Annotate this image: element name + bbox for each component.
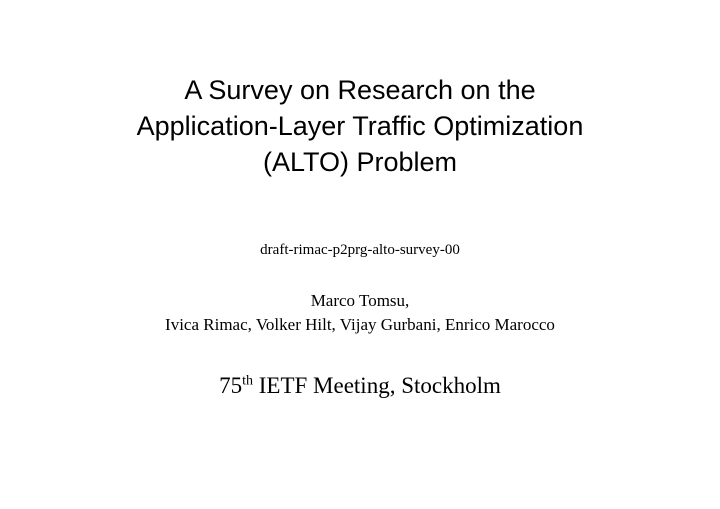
author-line-2: Ivica Rimac, Volker Hilt, Vijay Gurbani, Enrico Marocco xyxy=(165,315,555,334)
draft-name: draft-rimac-p2prg-alto-survey-00 xyxy=(260,242,460,258)
slide-title xyxy=(0,72,720,180)
meeting-number: 75 xyxy=(219,373,243,398)
meeting-info xyxy=(0,371,720,401)
meeting-ordinal-suffix: th xyxy=(242,373,253,389)
title-line-1: A Survey on Research on the xyxy=(184,75,536,105)
author-list xyxy=(0,289,720,337)
title-line-3: (ALTO) Problem xyxy=(262,147,458,177)
meeting-text: IETF Meeting, Stockholm xyxy=(253,373,501,398)
author-line-1: Marco Tomsu, xyxy=(310,291,410,310)
title-line-2: Application-Layer Traffic Optimization xyxy=(136,111,584,141)
